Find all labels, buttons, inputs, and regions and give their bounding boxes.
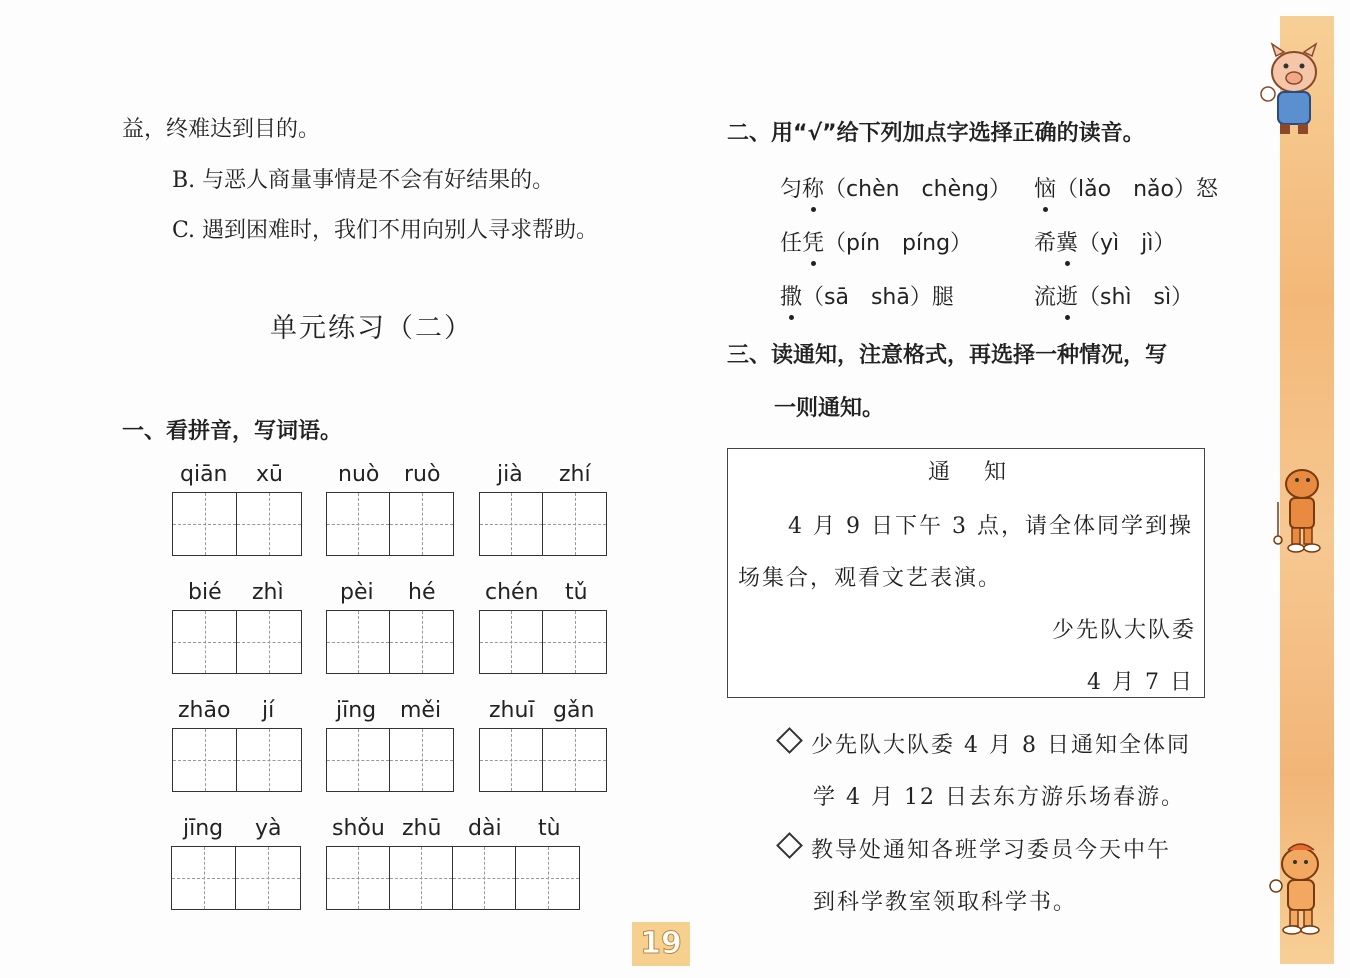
option-c: C. 遇到困难时，我们不用向别人寻求帮助。 — [172, 218, 599, 243]
pinyin-label: zhuī — [489, 698, 535, 723]
unit-title: 单元练习（二） — [270, 313, 473, 344]
grid-cell[interactable] — [237, 493, 301, 555]
pinyin-choices[interactable]: （yì jì） — [1078, 231, 1176, 256]
pinyin-label: pèi — [340, 580, 374, 605]
dotted-char: 冀 — [1056, 226, 1078, 257]
grid-cell[interactable] — [173, 493, 237, 555]
grid-cell[interactable] — [390, 847, 453, 909]
writing-grid[interactable] — [479, 492, 607, 556]
dotted-char: 称 — [802, 172, 824, 203]
grid-cell[interactable] — [390, 611, 453, 673]
item-char: 腿 — [931, 285, 954, 310]
grid-cell[interactable] — [543, 493, 606, 555]
pinyin-label: xū — [256, 462, 283, 487]
notice-body-line2: 场集合，观看文艺表演。 — [738, 566, 1003, 591]
pinyin-label: chén — [485, 580, 539, 605]
pinyin-label: jià — [497, 462, 523, 487]
item-char: 匀 — [780, 177, 803, 202]
pinyin-label: zhāo — [178, 698, 231, 723]
notice-title: 通 知 — [928, 460, 1013, 485]
pinyin-label: tǔ — [565, 580, 588, 605]
diamond-bullet-icon — [776, 832, 803, 859]
reading-item — [1034, 172, 1218, 203]
grid-cell[interactable] — [173, 729, 237, 791]
grid-cell[interactable] — [390, 729, 453, 791]
pinyin-label: měi — [400, 698, 442, 723]
pinyin-label: zhì — [252, 580, 284, 605]
continued-text: 益，终难达到目的。 — [122, 117, 321, 142]
writing-grid[interactable] — [172, 492, 302, 556]
pinyin-choices[interactable]: （shì sì） — [1078, 285, 1194, 310]
pinyin-label: jí — [262, 698, 275, 723]
grid-cell[interactable] — [237, 729, 301, 791]
writing-grid[interactable] — [479, 610, 607, 674]
grid-cell[interactable] — [327, 729, 390, 791]
diamond-bullet-icon — [776, 727, 803, 754]
grid-cell[interactable] — [516, 847, 579, 909]
grid-cell[interactable] — [236, 847, 300, 909]
grid-cell[interactable] — [237, 611, 301, 673]
grid-cell[interactable] — [390, 493, 453, 555]
pinyin-label: jīng — [183, 816, 224, 841]
writing-grid[interactable] — [479, 728, 607, 792]
notice-box — [727, 448, 1205, 698]
section2-title: 二、用“√”给下列加点字选择正确的读音。 — [727, 121, 1145, 146]
writing-grid[interactable] — [172, 728, 302, 792]
grid-cell[interactable] — [480, 611, 543, 673]
notice-signature: 少先队大队委 — [1051, 618, 1196, 643]
pinyin-choices[interactable]: （lǎo nǎo） — [1056, 177, 1196, 202]
item-char: 流 — [1034, 285, 1057, 310]
writing-grid[interactable] — [326, 610, 454, 674]
section3-title-cont: 一则通知。 — [774, 396, 885, 421]
grid-cell[interactable] — [480, 729, 543, 791]
writing-grid[interactable] — [172, 610, 302, 674]
option-b: B. 与恶人商量事情是不会有好结果的。 — [172, 168, 555, 193]
section3-title: 三、读通知，注意格式，再选择一种情况，写 — [727, 343, 1168, 368]
dotted-char: 凭 — [802, 226, 824, 257]
writing-grid[interactable] — [171, 846, 301, 910]
cartoon-mascot-icon — [1262, 840, 1332, 936]
reading-item — [1034, 226, 1175, 257]
reading-item — [780, 172, 1011, 203]
section1-title: 一、看拼音，写词语。 — [122, 419, 343, 444]
grid-cell[interactable] — [543, 611, 606, 673]
grid-cell[interactable] — [453, 847, 516, 909]
choice-text: 少先队大队委 4 月 8 日通知全体同 — [811, 733, 1191, 758]
item-char: 任 — [780, 231, 803, 256]
choice-item[interactable] — [780, 833, 1171, 864]
pinyin-label: gǎn — [553, 698, 595, 723]
grid-cell[interactable] — [173, 611, 237, 673]
item-char: 希 — [1034, 231, 1057, 256]
grid-cell[interactable] — [327, 847, 390, 909]
pinyin-choices[interactable]: （pín píng） — [824, 231, 973, 256]
dotted-char: 恼 — [1034, 172, 1056, 203]
pinyin-label: yà — [255, 816, 282, 841]
pinyin-choices[interactable]: （sā shā） — [802, 285, 932, 310]
dotted-char: 撒 — [780, 280, 802, 311]
reading-item — [780, 280, 954, 311]
pinyin-label: zhū — [402, 816, 442, 841]
choice-text-cont: 学 4 月 12 日去东方游乐场春游。 — [813, 785, 1185, 810]
writing-grid[interactable] — [326, 492, 454, 556]
pinyin-label: dài — [468, 816, 502, 841]
pinyin-label: hé — [408, 580, 436, 605]
pinyin-label: jīng — [336, 698, 377, 723]
reading-item — [780, 226, 972, 257]
item-char: 怒 — [1195, 177, 1218, 202]
grid-cell[interactable] — [172, 847, 236, 909]
reading-item — [1034, 280, 1193, 311]
grid-cell[interactable] — [543, 729, 606, 791]
pinyin-label: nuò — [338, 462, 380, 487]
pinyin-label: zhí — [559, 462, 591, 487]
pinyin-label: bié — [188, 580, 222, 605]
choice-text: 教导处通知各班学习委员今天中午 — [811, 838, 1172, 863]
grid-cell[interactable] — [327, 611, 390, 673]
pinyin-label: tù — [538, 816, 561, 841]
choice-item[interactable] — [780, 728, 1191, 759]
writing-grid[interactable] — [326, 728, 454, 792]
notice-body-line1: 4 月 9 日下午 3 点，请全体同学到操 — [788, 514, 1193, 539]
pinyin-label: qiān — [180, 462, 228, 487]
pinyin-label: ruò — [404, 462, 441, 487]
pinyin-choices[interactable]: （chèn chèng） — [824, 177, 1012, 202]
notice-date: 4 月 7 日 — [1087, 670, 1194, 695]
fox-mascot-icon — [1270, 462, 1330, 554]
pig-mascot-icon — [1256, 42, 1332, 138]
pinyin-label: shǒu — [332, 816, 385, 841]
dotted-char: 逝 — [1056, 280, 1078, 311]
writing-grid[interactable] — [326, 846, 580, 910]
grid-cell[interactable] — [327, 493, 390, 555]
grid-cell[interactable] — [480, 493, 543, 555]
choice-text-cont: 到科学教室领取科学书。 — [813, 890, 1078, 915]
page-number: 19 — [632, 922, 690, 966]
